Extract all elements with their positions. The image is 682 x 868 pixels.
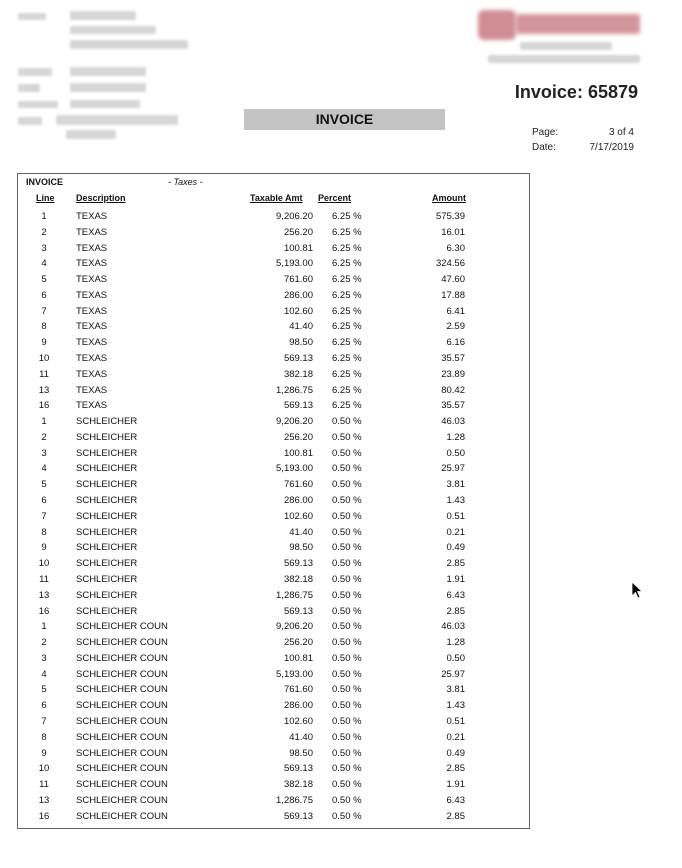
- cell-description: SCHLEICHER: [76, 495, 138, 507]
- table-row: [18, 432, 529, 447]
- cell-amount: 2.85: [446, 763, 465, 775]
- cell-line: 16: [38, 400, 50, 412]
- cell-amount: 1.91: [446, 779, 465, 791]
- table-row: [18, 463, 529, 478]
- cell-percent: 6.25 %: [332, 258, 362, 270]
- cell-line: 9: [41, 542, 47, 554]
- cell-taxable-amt: 100.81: [283, 652, 313, 664]
- taxes-table: [17, 173, 530, 829]
- cell-taxable-amt: 569.13: [283, 558, 313, 570]
- table-row: [18, 558, 529, 573]
- table-row: [18, 243, 529, 258]
- cell-amount: 16.01: [441, 226, 465, 238]
- cell-line: 5: [41, 479, 47, 491]
- cell-amount: 80.42: [441, 384, 465, 396]
- cell-description: SCHLEICHER COUN: [76, 747, 168, 759]
- table-row: [18, 669, 529, 684]
- col-header-line: Line: [36, 193, 55, 203]
- cell-taxable-amt: 256.20: [283, 637, 313, 649]
- cell-line: 16: [38, 810, 50, 822]
- cell-description: TEXAS: [76, 305, 108, 317]
- table-row: [18, 337, 529, 352]
- cell-percent: 0.50 %: [332, 558, 362, 570]
- cell-line: 4: [41, 258, 47, 270]
- cell-taxable-amt: 1,286.75: [276, 384, 313, 396]
- cell-taxable-amt: 286.00: [283, 700, 313, 712]
- table-row: [18, 227, 529, 242]
- cell-line: 11: [39, 779, 49, 791]
- cell-amount: 35.57: [441, 353, 465, 365]
- cell-taxable-amt: 286.00: [283, 495, 313, 507]
- cell-amount: 6.16: [446, 337, 465, 349]
- col-header-description: Description: [76, 193, 126, 203]
- cell-amount: 3.81: [446, 479, 465, 491]
- cell-taxable-amt: 569.13: [283, 810, 313, 822]
- table-row: [18, 306, 529, 321]
- cell-percent: 0.50 %: [332, 652, 362, 664]
- cell-amount: 324.56: [435, 258, 465, 270]
- cell-line: 2: [41, 431, 47, 443]
- cell-line: 7: [41, 305, 47, 317]
- cell-description: SCHLEICHER: [76, 510, 138, 522]
- cell-line: 11: [39, 368, 49, 380]
- table-row: [18, 606, 529, 621]
- cell-line: 5: [41, 274, 47, 286]
- cell-amount: 2.59: [446, 321, 465, 333]
- cell-taxable-amt: 1,286.75: [276, 794, 313, 806]
- cell-line: 10: [38, 353, 50, 365]
- cell-line: 9: [41, 337, 47, 349]
- cell-description: SCHLEICHER COUN: [76, 684, 168, 696]
- cell-amount: 6.30: [446, 242, 465, 254]
- cell-line: 9: [41, 747, 47, 759]
- table-row: [18, 369, 529, 384]
- cell-percent: 6.25 %: [332, 242, 362, 254]
- table-row: [18, 542, 529, 557]
- cell-amount: 47.60: [441, 274, 465, 286]
- date-label: Date:: [532, 142, 556, 153]
- cell-amount: 25.97: [441, 668, 465, 680]
- cell-description: TEXAS: [76, 337, 108, 349]
- cell-line: 3: [41, 652, 47, 664]
- cell-taxable-amt: 569.13: [283, 353, 313, 365]
- cell-description: TEXAS: [76, 400, 108, 412]
- cell-amount: 23.89: [441, 368, 465, 380]
- cell-amount: 575.39: [435, 211, 465, 222]
- table-row: [18, 779, 529, 794]
- cell-line: 7: [41, 715, 47, 727]
- table-row: [18, 385, 529, 400]
- invoice-banner: INVOICE: [244, 109, 445, 130]
- cell-percent: 6.25 %: [332, 384, 362, 396]
- cell-amount: 1.43: [446, 700, 465, 712]
- table-row: [18, 795, 529, 810]
- cell-description: SCHLEICHER COUN: [76, 763, 168, 775]
- table-row: [18, 637, 529, 652]
- cell-description: SCHLEICHER: [76, 589, 138, 601]
- cell-percent: 0.50 %: [332, 668, 362, 680]
- cell-percent: 0.50 %: [332, 810, 362, 822]
- cell-percent: 0.50 %: [332, 431, 362, 443]
- table-row: [18, 684, 529, 699]
- cell-line: 1: [41, 211, 47, 222]
- cell-description: TEXAS: [76, 226, 108, 238]
- cell-percent: 0.50 %: [332, 763, 362, 775]
- cell-line: 13: [38, 384, 50, 396]
- cell-taxable-amt: 286.00: [283, 289, 313, 301]
- table-row: [18, 511, 529, 526]
- table-row: [18, 416, 529, 431]
- table-row: [18, 448, 529, 463]
- cell-taxable-amt: 382.18: [283, 368, 313, 380]
- page-label: Page:: [532, 127, 559, 138]
- table-row: [18, 811, 529, 826]
- cell-percent: 0.50 %: [332, 542, 362, 554]
- cell-taxable-amt: 9,206.20: [276, 621, 313, 633]
- cell-line: 1: [41, 416, 47, 428]
- cell-taxable-amt: 98.50: [289, 337, 313, 349]
- cell-percent: 0.50 %: [332, 605, 362, 617]
- table-row: [18, 211, 529, 226]
- cell-amount: 1.28: [446, 637, 465, 649]
- col-header-amount: Amount: [432, 193, 466, 203]
- cell-description: TEXAS: [76, 289, 108, 301]
- cell-line: 3: [41, 447, 47, 459]
- cell-description: SCHLEICHER: [76, 526, 138, 538]
- cell-description: SCHLEICHER COUN: [76, 700, 168, 712]
- cell-taxable-amt: 569.13: [283, 605, 313, 617]
- cell-taxable-amt: 256.20: [283, 226, 313, 238]
- cell-percent: 0.50 %: [332, 573, 362, 585]
- cell-percent: 6.25 %: [332, 353, 362, 365]
- cell-description: TEXAS: [76, 242, 108, 254]
- cell-line: 16: [38, 605, 50, 617]
- cell-description: SCHLEICHER COUN: [76, 715, 168, 727]
- cell-line: 6: [41, 289, 47, 301]
- cell-taxable-amt: 382.18: [283, 779, 313, 791]
- cell-taxable-amt: 1,286.75: [276, 589, 313, 601]
- table-row: [18, 274, 529, 289]
- table-row: [18, 700, 529, 715]
- cell-amount: 6.43: [446, 794, 465, 806]
- cell-description: SCHLEICHER: [76, 447, 138, 459]
- cell-amount: 17.88: [441, 289, 465, 301]
- cell-amount: 0.49: [446, 747, 465, 759]
- cell-percent: 6.25 %: [332, 368, 362, 380]
- mouse-pointer-icon: [631, 581, 643, 599]
- cell-line: 10: [38, 558, 50, 570]
- cell-amount: 0.21: [446, 526, 465, 538]
- cell-line: 2: [41, 637, 47, 649]
- cell-line: 3: [41, 242, 47, 254]
- cell-percent: 6.25 %: [332, 211, 362, 222]
- col-header-taxable: Taxable Amt: [250, 193, 303, 203]
- cell-taxable-amt: 256.20: [283, 431, 313, 443]
- cell-description: SCHLEICHER: [76, 542, 138, 554]
- cell-percent: 0.50 %: [332, 684, 362, 696]
- cell-taxable-amt: 100.81: [283, 242, 313, 254]
- cell-taxable-amt: 102.60: [283, 510, 313, 522]
- cell-description: SCHLEICHER: [76, 605, 138, 617]
- cell-percent: 6.25 %: [332, 305, 362, 317]
- cell-description: TEXAS: [76, 211, 108, 222]
- table-row: [18, 353, 529, 368]
- cell-description: SCHLEICHER COUN: [76, 810, 168, 822]
- cell-taxable-amt: 100.81: [283, 447, 313, 459]
- cell-taxable-amt: 102.60: [283, 305, 313, 317]
- cell-line: 6: [41, 495, 47, 507]
- cell-description: SCHLEICHER COUN: [76, 794, 168, 806]
- cell-description: TEXAS: [76, 321, 108, 333]
- cell-percent: 0.50 %: [332, 510, 362, 522]
- cell-line: 13: [38, 794, 50, 806]
- section-subtitle: - Taxes -: [168, 177, 203, 187]
- cell-description: SCHLEICHER: [76, 479, 138, 491]
- cell-taxable-amt: 9,206.20: [276, 416, 313, 428]
- cell-percent: 0.50 %: [332, 463, 362, 475]
- cell-amount: 0.49: [446, 542, 465, 554]
- cell-taxable-amt: 5,193.00: [276, 668, 313, 680]
- cell-percent: 0.50 %: [332, 416, 362, 428]
- cell-percent: 6.25 %: [332, 400, 362, 412]
- table-row: [18, 527, 529, 542]
- cell-amount: 6.43: [446, 589, 465, 601]
- cell-percent: 0.50 %: [332, 747, 362, 759]
- cell-amount: 2.85: [446, 605, 465, 617]
- cell-description: SCHLEICHER: [76, 463, 138, 475]
- cell-description: TEXAS: [76, 274, 108, 286]
- cell-line: 7: [41, 510, 47, 522]
- table-row: [18, 290, 529, 305]
- cell-line: 11: [39, 573, 49, 585]
- cell-amount: 3.81: [446, 684, 465, 696]
- table-row: [18, 763, 529, 778]
- cell-amount: 2.85: [446, 810, 465, 822]
- cell-amount: 1.28: [446, 431, 465, 443]
- table-row: [18, 716, 529, 731]
- cell-amount: 0.21: [446, 731, 465, 743]
- table-row: [18, 321, 529, 336]
- cell-line: 4: [41, 668, 47, 680]
- cell-percent: 6.25 %: [332, 321, 362, 333]
- table-row: [18, 732, 529, 747]
- cell-amount: 35.57: [441, 400, 465, 412]
- cell-taxable-amt: 569.13: [283, 400, 313, 412]
- cell-amount: 0.50: [446, 652, 465, 664]
- cell-description: SCHLEICHER COUN: [76, 652, 168, 664]
- table-row: [18, 621, 529, 636]
- cell-amount: 0.51: [446, 715, 465, 727]
- cell-percent: 0.50 %: [332, 637, 362, 649]
- cell-amount: 46.03: [441, 416, 465, 428]
- cell-taxable-amt: 5,193.00: [276, 258, 313, 270]
- cell-taxable-amt: 98.50: [289, 747, 313, 759]
- cell-description: TEXAS: [76, 384, 108, 396]
- cell-percent: 6.25 %: [332, 337, 362, 349]
- table-row: [18, 258, 529, 273]
- cell-percent: 0.50 %: [332, 715, 362, 727]
- cell-amount: 1.91: [446, 573, 465, 585]
- cell-taxable-amt: 98.50: [289, 542, 313, 554]
- cell-description: TEXAS: [76, 353, 108, 365]
- cell-description: SCHLEICHER COUN: [76, 637, 168, 649]
- cell-percent: 0.50 %: [332, 700, 362, 712]
- cell-description: SCHLEICHER: [76, 431, 138, 443]
- cell-taxable-amt: 761.60: [283, 479, 313, 491]
- cell-line: 1: [41, 621, 47, 633]
- table-row: [18, 479, 529, 494]
- cell-taxable-amt: 41.40: [289, 526, 313, 538]
- cell-description: SCHLEICHER COUN: [76, 621, 168, 633]
- cell-description: SCHLEICHER COUN: [76, 779, 168, 791]
- cell-description: SCHLEICHER: [76, 573, 138, 585]
- cell-taxable-amt: 41.40: [289, 731, 313, 743]
- cell-percent: 0.50 %: [332, 447, 362, 459]
- cell-taxable-amt: 9,206.20: [276, 211, 313, 222]
- cell-line: 8: [41, 731, 47, 743]
- cell-percent: 6.25 %: [332, 274, 362, 286]
- cell-percent: 0.50 %: [332, 589, 362, 601]
- page-value: 3 of 4: [608, 127, 634, 138]
- cell-description: TEXAS: [76, 368, 108, 380]
- cell-line: 6: [41, 700, 47, 712]
- cell-line: 8: [41, 321, 47, 333]
- cell-line: 10: [38, 763, 50, 775]
- cell-description: SCHLEICHER COUN: [76, 731, 168, 743]
- cell-line: 8: [41, 526, 47, 538]
- table-row: [18, 653, 529, 668]
- cell-amount: 46.03: [441, 621, 465, 633]
- cell-taxable-amt: 41.40: [289, 321, 313, 333]
- cell-amount: 6.41: [446, 305, 465, 317]
- cell-percent: 0.50 %: [332, 731, 362, 743]
- cell-line: 5: [41, 684, 47, 696]
- cell-percent: 0.50 %: [332, 495, 362, 507]
- cell-percent: 6.25 %: [332, 289, 362, 301]
- cell-description: SCHLEICHER: [76, 416, 138, 428]
- table-row: [18, 400, 529, 415]
- cell-description: SCHLEICHER: [76, 558, 138, 570]
- cell-taxable-amt: 5,193.00: [276, 463, 313, 475]
- table-row: [18, 495, 529, 510]
- cell-amount: 2.85: [446, 558, 465, 570]
- cell-taxable-amt: 102.60: [283, 715, 313, 727]
- cell-percent: 6.25 %: [332, 226, 362, 238]
- cell-line: 4: [41, 463, 47, 475]
- cell-taxable-amt: 382.18: [283, 573, 313, 585]
- cell-amount: 0.50: [446, 447, 465, 459]
- cell-amount: 25.97: [441, 463, 465, 475]
- cell-amount: 0.51: [446, 510, 465, 522]
- cell-percent: 0.50 %: [332, 779, 362, 791]
- col-header-percent: Percent: [318, 193, 352, 203]
- cell-percent: 0.50 %: [332, 621, 362, 633]
- cell-taxable-amt: 569.13: [283, 763, 313, 775]
- table-row: [18, 574, 529, 589]
- cell-line: 2: [41, 226, 47, 238]
- cell-line: 13: [38, 589, 50, 601]
- cell-percent: 0.50 %: [332, 526, 362, 538]
- cell-percent: 0.50 %: [332, 479, 362, 491]
- cell-description: SCHLEICHER COUN: [76, 668, 168, 680]
- cell-percent: 0.50 %: [332, 794, 362, 806]
- section-title: INVOICE: [26, 177, 64, 187]
- invoice-number: Invoice: 65879: [514, 82, 638, 102]
- cell-taxable-amt: 761.60: [283, 274, 313, 286]
- date-value: 7/17/2019: [589, 142, 634, 153]
- cell-description: TEXAS: [76, 258, 108, 270]
- table-row: [18, 748, 529, 763]
- cell-taxable-amt: 761.60: [283, 684, 313, 696]
- cell-amount: 1.43: [446, 495, 465, 507]
- table-row: [18, 590, 529, 605]
